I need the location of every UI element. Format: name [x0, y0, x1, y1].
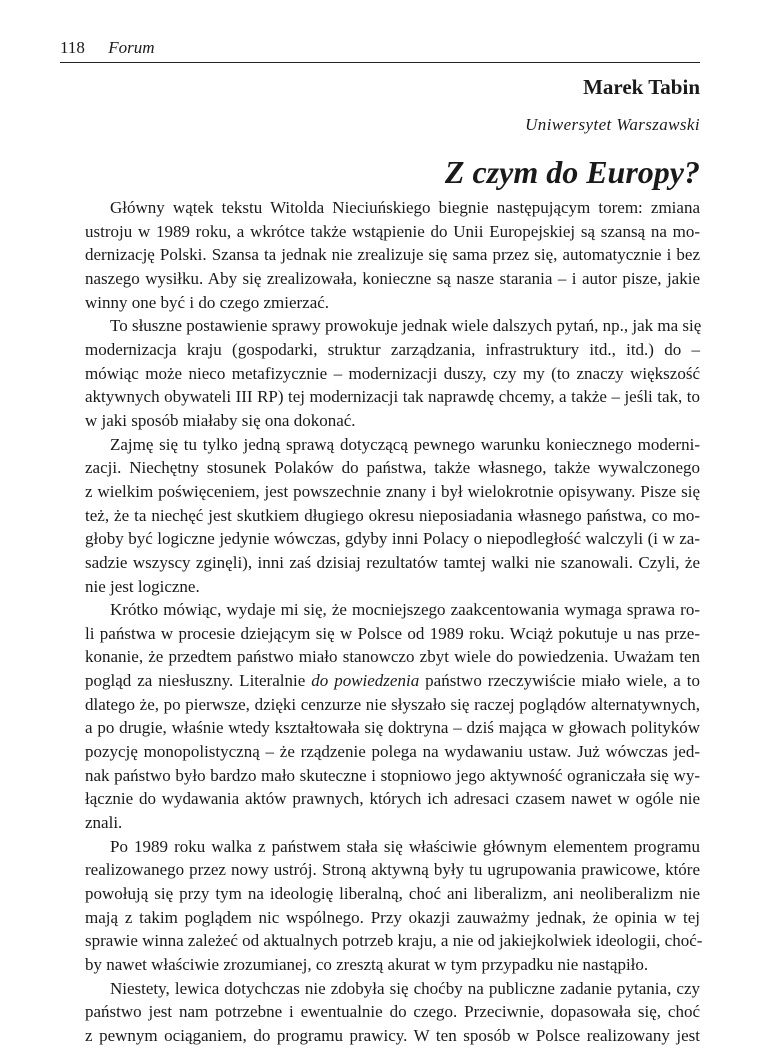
text-line: głoby być logiczne jedynie wówczas, gdyby inni Polacy o niepodległość walczyli (i w za- [85, 529, 700, 549]
text-line: dernizację Polski. Szansa ta jednak nie zrealizuje się sama przez się, automatycznie i bez [85, 245, 700, 265]
text-line: łącznie do wydawania aktów prawnych, których ich adresaci czasem nawet w ogóle nie [85, 789, 700, 809]
header-rule [60, 62, 700, 63]
paragraph [60, 835, 703, 977]
text-line: zacji. Niechętny stosunek Polaków do państwa, także własnego, także wywalczonego [85, 458, 700, 478]
text-line: nak państwo było bardzo mało skuteczne i stopniowo jego aktywność ograniczała się wy- [85, 765, 700, 785]
paragraph [60, 598, 700, 835]
text-fragment: państwo rzeczywiście miało wiele, a to [419, 671, 700, 691]
text-line: znali. [85, 813, 123, 833]
text-line: mówiąc może nieco metafizycznie – modernizacji duszy, czy my (to znaczy większość [85, 363, 700, 383]
text-fragment: pogląd za niesłuszny. Literalnie [85, 671, 312, 691]
text-line: Po 1989 roku walka z państwem stała się właściwie głównym elementem programu [110, 836, 700, 856]
text-line: z wielkim poświęceniem, jest powszechnie znany i był wielokrotnie opisywany. Pisze się [85, 481, 700, 501]
page-number: 118 [60, 38, 85, 57]
text-line: Krótko mówiąc, wydaje mi się, że mocniejszego zaakcentowania wymaga sprawa ro- [110, 600, 700, 620]
text-line: realizowanego przez nowy ustrój. Stroną aktywną były tu ugrupowania prawicowe, które [85, 860, 700, 880]
text-line: winny one być i do czego zmierzać. [85, 292, 330, 312]
text-line: też, że ta niechęć jest skutkiem długiego okresu nieposiadania własnego państwa, co mo- [85, 505, 700, 525]
paragraph [60, 977, 700, 1048]
text-line: pozycję monopolistyczną – że rządzenie polega na wydawaniu ustaw. Już wówczas jed- [85, 742, 700, 762]
text-line: To słuszne postawienie sprawy prowokuje jednak wiele dalszych pytań, np., jak ma się [110, 316, 702, 336]
text-line: powołują się przy tym na ideologię liberalną, choć ani liberalizm, ani neoliberalizm nie [85, 884, 700, 904]
text-line: w jaki sposób miałaby się ona dokonać. [85, 410, 356, 430]
text-line: Niestety, lewica dotychczas nie zdobyła się choćby na publiczne zadanie pytania, czy [110, 978, 700, 998]
article-title: Z czym do Europy? [444, 154, 700, 190]
text-line: dlatego że, po pierwsze, dzięki cenzurze nie słyszało się raczej poglądów alternatywnych, [85, 694, 700, 714]
running-head [60, 36, 700, 60]
text-line: aktywnych obywateli III RP) tej modernizacji tak naprawdę chcemy, a także – jeśli tak, to [85, 387, 700, 407]
emphasized-phrase: do powiedzenia [311, 671, 420, 691]
paragraph [60, 314, 700, 432]
text-line: konanie, że przedtem państwo miało stanowczo zbyt wiele do powiedzenia. Uważam ten [85, 647, 700, 667]
text-line: modernizacja kraju (gospodarki, struktur zarządzania, infrastruktury itd., itd.) do – [85, 339, 700, 359]
text-line: ustroju w 1989 roku, a wkrótce także wstąpienie do Unii Europejskiej są szansą na mo- [85, 221, 700, 241]
text-line: Główny wątek tekstu Witolda Nieciuńskiego biegnie następującym torem: zmiana [110, 198, 700, 217]
text-line: nie jest logiczne. [85, 576, 200, 596]
text-line: li państwa w procesie dziejącym się w Polsce od 1989 roku. Wciąż pokutuje u nas prze- [85, 623, 700, 643]
text-line: z pewnym ociąganiem, do programu prawicy. W ten sposób w Polsce realizowany jest [85, 1025, 700, 1045]
text-line: państwo jest nam potrzebne i ewentualnie do czego. Przeciwnie, dopasowała się, choć [85, 1002, 700, 1022]
text-line: sprawie winna zależeć od aktualnych potrzeb kraju, a nie od jakiejkolwiek ideologii, choć- [85, 931, 703, 951]
text-line: by nawet właściwie zrozumianej, co zresztą akurat w tym przypadku nie nastąpiło. [85, 955, 649, 974]
paragraph [60, 433, 700, 599]
author-affiliation: Uniwersytet Warszawski [525, 115, 700, 134]
text-line: Zajmę się tu tylko jedną sprawą dotyczącą pewnego warunku koniecznego moderni- [110, 434, 700, 454]
author-name: Marek Tabin [583, 75, 700, 99]
article-body [60, 196, 703, 1048]
paragraph [60, 196, 700, 314]
text-line: naszego wysiłku. Aby się zrealizowała, konieczne są nasze starania – i autor pisze, jakie [85, 268, 700, 288]
text-line [60, 669, 700, 693]
section-name: Forum [108, 38, 155, 57]
text-line: sadzie wszyscy zginęli), inni zaś dzisiaj rezultatów tamtej walki nie szanowali. Czyli, że [85, 552, 700, 572]
text-line: mają z takim poglądem nic wspólnego. Przy okazji zauważmy jednak, że opinia w tej [85, 907, 700, 927]
text-line: a po drugie, właśnie wtedy kształtowała się doktryna – dziś mająca w głowach polityków [85, 718, 700, 738]
